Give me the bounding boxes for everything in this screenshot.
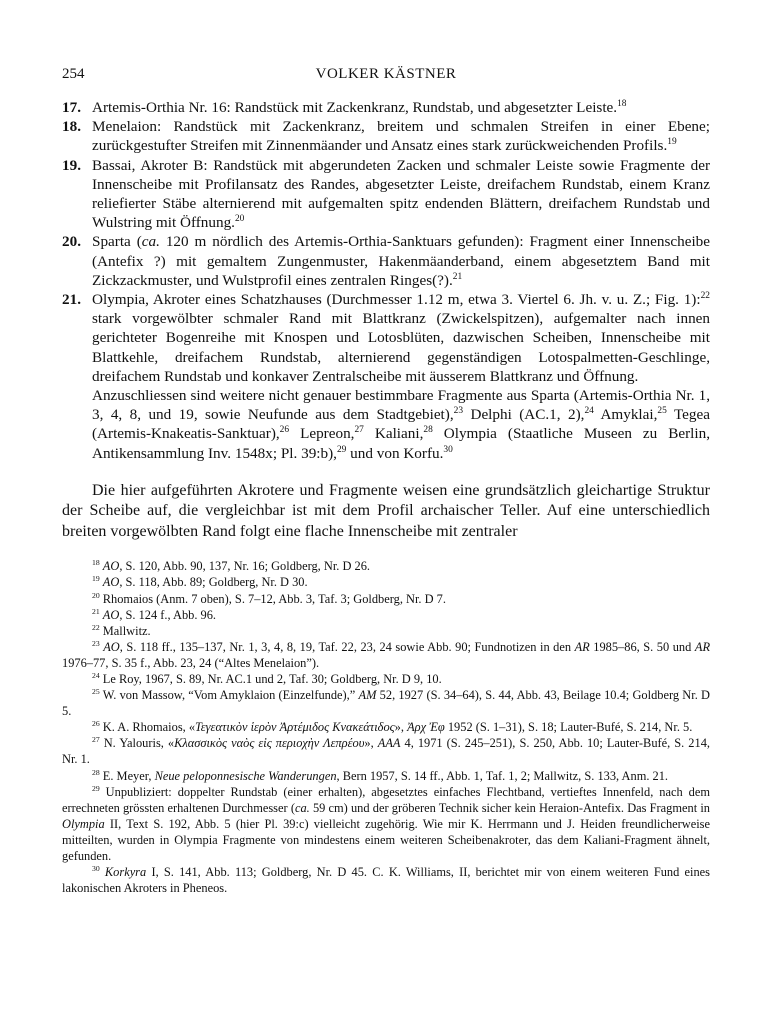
entry-number: 20. <box>62 233 81 251</box>
entry-text: Bassai, Akroter B: Randstück mit abgerundeten Zacken und schmaler Leiste sowie Fragmente der Innenscheibe mit Profilansatz des Randes, abgesetzter Leiste, dreifachem Rundstab, einem Kranz reliefierter Stäbe alternierend mit aufgemalten spitz endenden Blättern, dreifachem Rundstab und Wulstring mit Öffnung.$^{20}$ <box>92 156 710 232</box>
footnote: $^{18}$ AO, S. 120, Abb. 90, 137, Nr. 16; Goldberg, Nr. D 26. <box>92 558 370 574</box>
footnote-ref[interactable]: 29 <box>336 444 347 455</box>
entry-text: Menelaion: Randstück mit Zackenkranz, breitem und schmalen Streifen in einer Ebene; zurückgestufter Streifen mit Zinnenmäander und Ansatz eines stark zurückweichenden Profils.$^{19}$ <box>92 118 710 155</box>
footnote-ref[interactable]: 24 <box>584 406 594 417</box>
catalogue-entry <box>62 232 710 290</box>
footnote-ref[interactable]: 19 <box>667 137 677 148</box>
page-header <box>62 66 710 86</box>
catalogue-entry <box>62 98 710 117</box>
footnote: $^{23}$ AO, S. 118 ff., 135–137, Nr. 1, 3, 4, 8, 19, Taf. 22, 23, 24 sowie Abb. 90; Fundnotizen in den AR 1985–86, S. 50 und AR 1976–77, S. 35 f., Abb. 23, 24 (“Altes Menelaion”). <box>62 638 711 670</box>
footnote-ref[interactable]: 23 <box>453 406 464 417</box>
footnote-ref[interactable]: 25 <box>657 406 667 417</box>
footnote: $^{22}$ Mallwitz. <box>92 622 151 638</box>
footnote: $^{19}$ AO, S. 118, Abb. 89; Goldberg, Nr. D 30. <box>92 574 308 590</box>
page-number: 254 <box>62 66 85 82</box>
footnote: $^{26}$ K. A. Rhomaios, «Τεγεατικὸν ἱερὸν Ἀρτέμιδος Κνακεάτιδος», Ἀρχ Ἐφ 1952 (S. 1–31), S. 18; Lauter-Bufé, S. 214, Nr. 5. <box>92 719 693 735</box>
catalogue-entry <box>62 117 710 155</box>
footnote: $^{24}$ Le Roy, 1967, S. 89, Nr. AC.1 und 2, Taf. 30; Goldberg, Nr. D 9, 10. <box>92 670 442 687</box>
footnote: $^{21}$ AO, S. 124 f., Abb. 96. <box>92 606 217 622</box>
entry-number: 19. <box>62 156 81 174</box>
footnote: $^{27}$ N. Yalouris, «Κλασσικὸς ναὸς εἰς περιοχὴν Λεπρέου», AAA 4, 1971 (S. 245–251), S. 250, Abb. 10; Lauter-Bufé, S. 214, Nr. 1. <box>62 735 710 767</box>
footnote-ref[interactable]: 21 <box>452 271 463 282</box>
footnote-ref[interactable]: 26 <box>279 425 290 436</box>
footnote-ref[interactable]: 18 <box>617 98 627 109</box>
footnote-ref[interactable]: 27 <box>354 425 364 436</box>
entry-continuation: Anzuschliessen sind weitere nicht genauer bestimmbare Fragmente aus Sparta (Artemis-Orthia Nr. 1, 3, 4, 8, und 19, sowie Neufunde aus dem Stadtgebiet),$^{23}$ Delphi (AC.1, 2),$^{24}$ Amyklai,$^{25}$ Tegea (Artemis-Knakeatis-Sanktuar),$^{26}$ Lepreon,$^{27}$ Kaliani,$^{28}$ Olympia (Staatliche Museen zu Berlin, Antikensammlung Inv. 1548x; Pl. 39:b),$^{29}$ und von Korfu.$^{30}$ <box>92 387 711 462</box>
footnote: $^{29}$ Unpubliziert: doppelter Rundstab (einer erhalten), abgesetztes einfaches Flechtband, vertieftes Innenfeld, nach dem errechneten grössten erhaltenen Durchmesser (ca. 59 cm) und der gröberen Technik sicher kein Heraion-Antefix. Das Fragment in Olympia II, Text S. 192, Abb. 5 (hier Pl. 39:c) vielleicht zugehörig. Wie mir K. Herrmann und J. Heiden freundlicherweise mitteilten, wurden in Olympia Fragmente von mindestens einem weiteren Scheibenakroter, das dem Kaliani-Fragment ähnelt, gefunden. <box>62 783 710 864</box>
footnote: $^{28}$ E. Meyer, Neue peloponnesische Wanderungen, Bern 1957, S. 14 ff., Abb. 1, Taf. 1, 2; Mallwitz, S. 133, Anm. 21. <box>92 767 669 783</box>
entry-text: Artemis-Orthia Nr. 16: Randstück mit Zackenkranz, Rundstab, und abgesetzter Leiste.$^{18}$ <box>92 98 627 116</box>
entry-number: 21. <box>62 291 81 309</box>
footnote-ref[interactable]: 20 <box>234 214 245 225</box>
catalogue-list <box>62 98 710 463</box>
footnote-ref[interactable]: 28 <box>423 425 433 436</box>
entry-number: 18. <box>62 118 81 136</box>
body-paragraph: Die hier aufgeführten Akrotere und Fragmente weisen eine grundsätzlich gleichartige Struktur der Scheibe auf, die vergleichbar ist mit dem Profil archaischer Teller. Auf eine unterschiedlich breiten vorgewölbten Rand folgt eine flache Innenscheibe mit zentraler <box>62 481 710 540</box>
entry-text: Olympia, Akroter eines Schatzhauses (Durchmesser 1.12 m, etwa 3. Viertel 6. Jh. v. u. Z.; Fig. 1):$^{22}$ stark vorgewölbter schmaler Rand mit Blattkranz (Zwickelspitzen), aufgemalter nach innen gerichteter Bogenreihe mit Knospen und Lotosblüten, dazwischen Scheiben, Innenscheibe mit Blattkehle, dreifachem Rundstab, alternierend gegenständigen Lotospalmetten-Geschlinge, dreifachem Rundstab und konkaver Zentralscheibe mit äusserem Blattkranz und Öffnung. <box>92 290 710 385</box>
catalogue-entry <box>62 290 710 386</box>
page <box>62 66 710 896</box>
footnote: $^{30}$ Korkyra I, S. 141, Abb. 113; Goldberg, Nr. D 45. C. K. Williams, II, berichtet mir von einem weiteren Fund eines lakonischen Akroters in Pheneos. <box>62 864 710 896</box>
running-head: VOLKER KÄSTNER <box>315 66 457 82</box>
footnote-ref[interactable]: 30 <box>443 444 453 455</box>
entry-text: Sparta (ca. 120 m nördlich des Artemis-Orthia-Sanktuars gefunden): Fragment einer Innenscheibe (Antefix ?) mit gemaltem Zungenmuster, Hakenmäanderband, einem abgesetztem Band mit Zickzackmuster, und Wulstprofil eines zentralen Ringes(?).$^{21}$ <box>92 233 710 289</box>
entry-number: 17. <box>62 99 81 116</box>
footnote: $^{25}$ W. von Massow, “Vom Amyklaion (Einzelfunde),” AM 52, 1927 (S. 34–64), S. 44, Abb. 43, Beilage 10.4; Goldberg Nr. D 5. <box>62 686 710 719</box>
footnote-ref[interactable]: 22 <box>700 290 710 301</box>
footnotes <box>62 558 710 896</box>
catalogue-entry <box>62 156 710 233</box>
footnote: $^{20}$ Rhomaios (Anm. 7 oben), S. 7–12, Abb. 3, Taf. 3; Goldberg, Nr. D 7. <box>92 590 446 606</box>
